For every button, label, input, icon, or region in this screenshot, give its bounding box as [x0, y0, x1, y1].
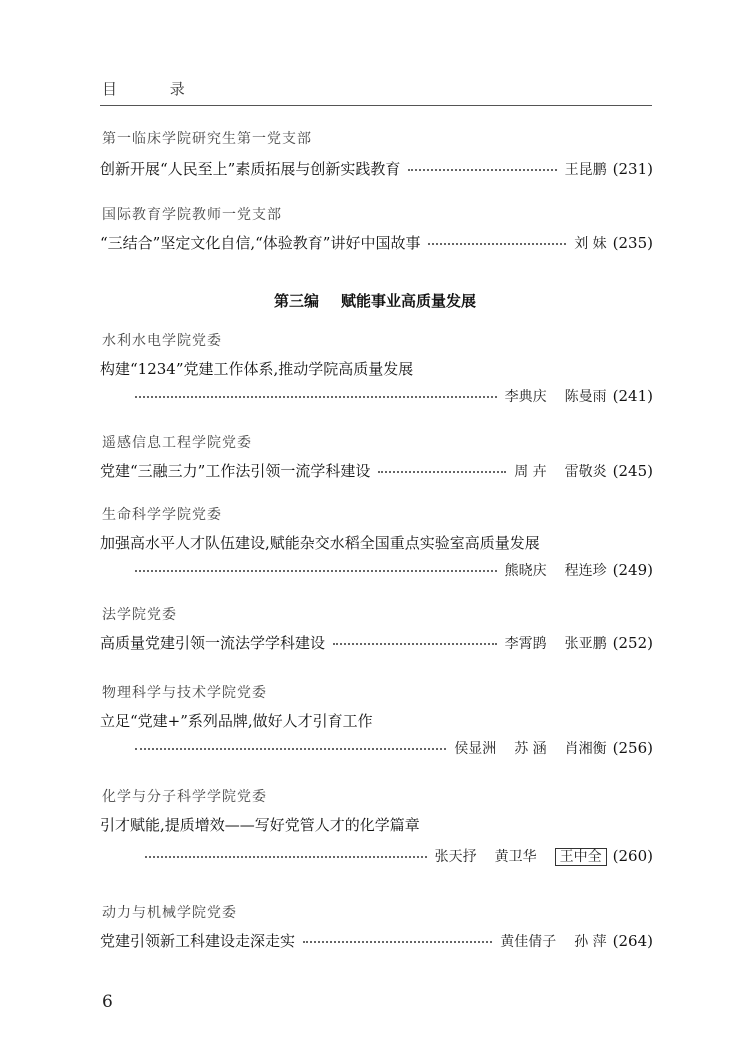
authors	[574, 233, 606, 253]
page-reference: (245)	[612, 462, 653, 480]
author: 陈曼雨	[564, 389, 607, 405]
unit-name: 国际教育学院教师一党支部	[102, 207, 282, 223]
unit-name: 化学与分子科学学院党委	[102, 789, 267, 805]
section-number: 第三编	[273, 292, 319, 310]
section-name: 赋能事业高质量发展	[341, 292, 477, 310]
article-title: 立足“党建+”系列品牌,做好人才引育工作	[100, 712, 373, 730]
unit-name: 物理科学与技术学院党委	[102, 685, 267, 701]
dot-leader	[135, 569, 497, 572]
dot-leader	[378, 470, 506, 473]
author: 黄佳倩子	[500, 934, 557, 950]
authors	[565, 159, 607, 179]
author: 李霄鹍	[504, 636, 547, 652]
toc-entry-line-continued	[135, 386, 653, 406]
header-rule	[100, 105, 652, 106]
section-heading	[0, 290, 750, 311]
author: 张天抒	[434, 849, 477, 865]
author-boxed: 王中全	[555, 848, 607, 866]
authors	[500, 931, 606, 951]
page-reference: (256)	[612, 739, 653, 757]
page-number: 6	[102, 992, 113, 1012]
authors	[435, 846, 607, 866]
author: 熊晓庆	[504, 563, 547, 579]
article-title: “三结合”坚定文化自信,“体验教育”讲好中国故事	[100, 234, 421, 252]
author: 程连珍	[564, 563, 607, 579]
unit-name: 水利水电学院党委	[102, 333, 222, 349]
toc-entry-line	[100, 532, 653, 553]
toc-entry-line-continued	[145, 846, 653, 866]
author: 王昆鹏	[564, 162, 607, 178]
dot-leader	[428, 242, 566, 245]
author: 雷敬炎	[564, 464, 607, 480]
toc-entry-line-continued	[135, 560, 653, 580]
article-title: 党建“三融三力”工作法引领一流学科建设	[100, 462, 371, 480]
authors	[454, 738, 606, 758]
unit-name: 遥感信息工程学院党委	[102, 435, 252, 451]
unit-name: 动力与机械学院党委	[102, 905, 237, 921]
page-reference: (235)	[612, 234, 653, 252]
toc-entry-line	[100, 460, 653, 481]
article-title: 加强高水平人才队伍建设,赋能杂交水稻全国重点实验室高质量发展	[100, 534, 540, 552]
article-title: 创新开展“人民至上”素质拓展与创新实践教育	[100, 160, 401, 178]
author: 李典庆	[504, 389, 547, 405]
unit-name: 第一临床学院研究生第一党支部	[102, 131, 312, 147]
page-reference: (231)	[612, 160, 653, 178]
authors	[505, 633, 607, 653]
author: 张亚鹏	[564, 636, 607, 652]
unit-name: 法学院党委	[102, 607, 177, 623]
page-reference: (241)	[612, 387, 653, 405]
toc-entry-line	[100, 158, 653, 179]
author: 周 卉	[514, 464, 547, 480]
toc-entry-line	[100, 632, 653, 653]
author: 肖湘衡	[564, 741, 607, 757]
author: 黄卫华	[494, 849, 537, 865]
dot-leader	[333, 642, 497, 645]
toc-entry-line	[100, 710, 653, 731]
toc-entry-line	[100, 358, 653, 379]
article-title: 构建“1234”党建工作体系,推动学院高质量发展	[100, 360, 414, 378]
article-title: 引才赋能,提质增效——写好党管人才的化学篇章	[100, 816, 420, 834]
article-title: 党建引领新工科建设走深走实	[100, 932, 296, 950]
authors	[505, 386, 607, 406]
author: 孙 萍	[574, 934, 607, 950]
page-reference: (260)	[612, 847, 653, 865]
page-reference: (249)	[612, 561, 653, 579]
page-reference: (264)	[612, 932, 653, 950]
dot-leader	[135, 747, 446, 750]
toc-entry-line-continued	[135, 738, 653, 758]
toc-entry-line	[100, 814, 653, 835]
authors	[514, 461, 606, 481]
dot-leader	[408, 168, 556, 171]
toc-entry-line	[100, 930, 653, 951]
dot-leader	[135, 395, 497, 398]
unit-name: 生命科学学院党委	[102, 507, 222, 523]
author: 刘 妹	[574, 236, 607, 252]
authors	[505, 560, 607, 580]
page-reference: (252)	[612, 634, 653, 652]
article-title: 高质量党建引领一流法学学科建设	[100, 634, 326, 652]
author: 苏 涵	[514, 741, 547, 757]
author: 侯显洲	[454, 741, 497, 757]
toc-entry-line	[100, 232, 653, 253]
dot-leader	[303, 940, 492, 943]
dot-leader	[145, 855, 427, 858]
running-header-title: 目 录	[102, 80, 209, 98]
